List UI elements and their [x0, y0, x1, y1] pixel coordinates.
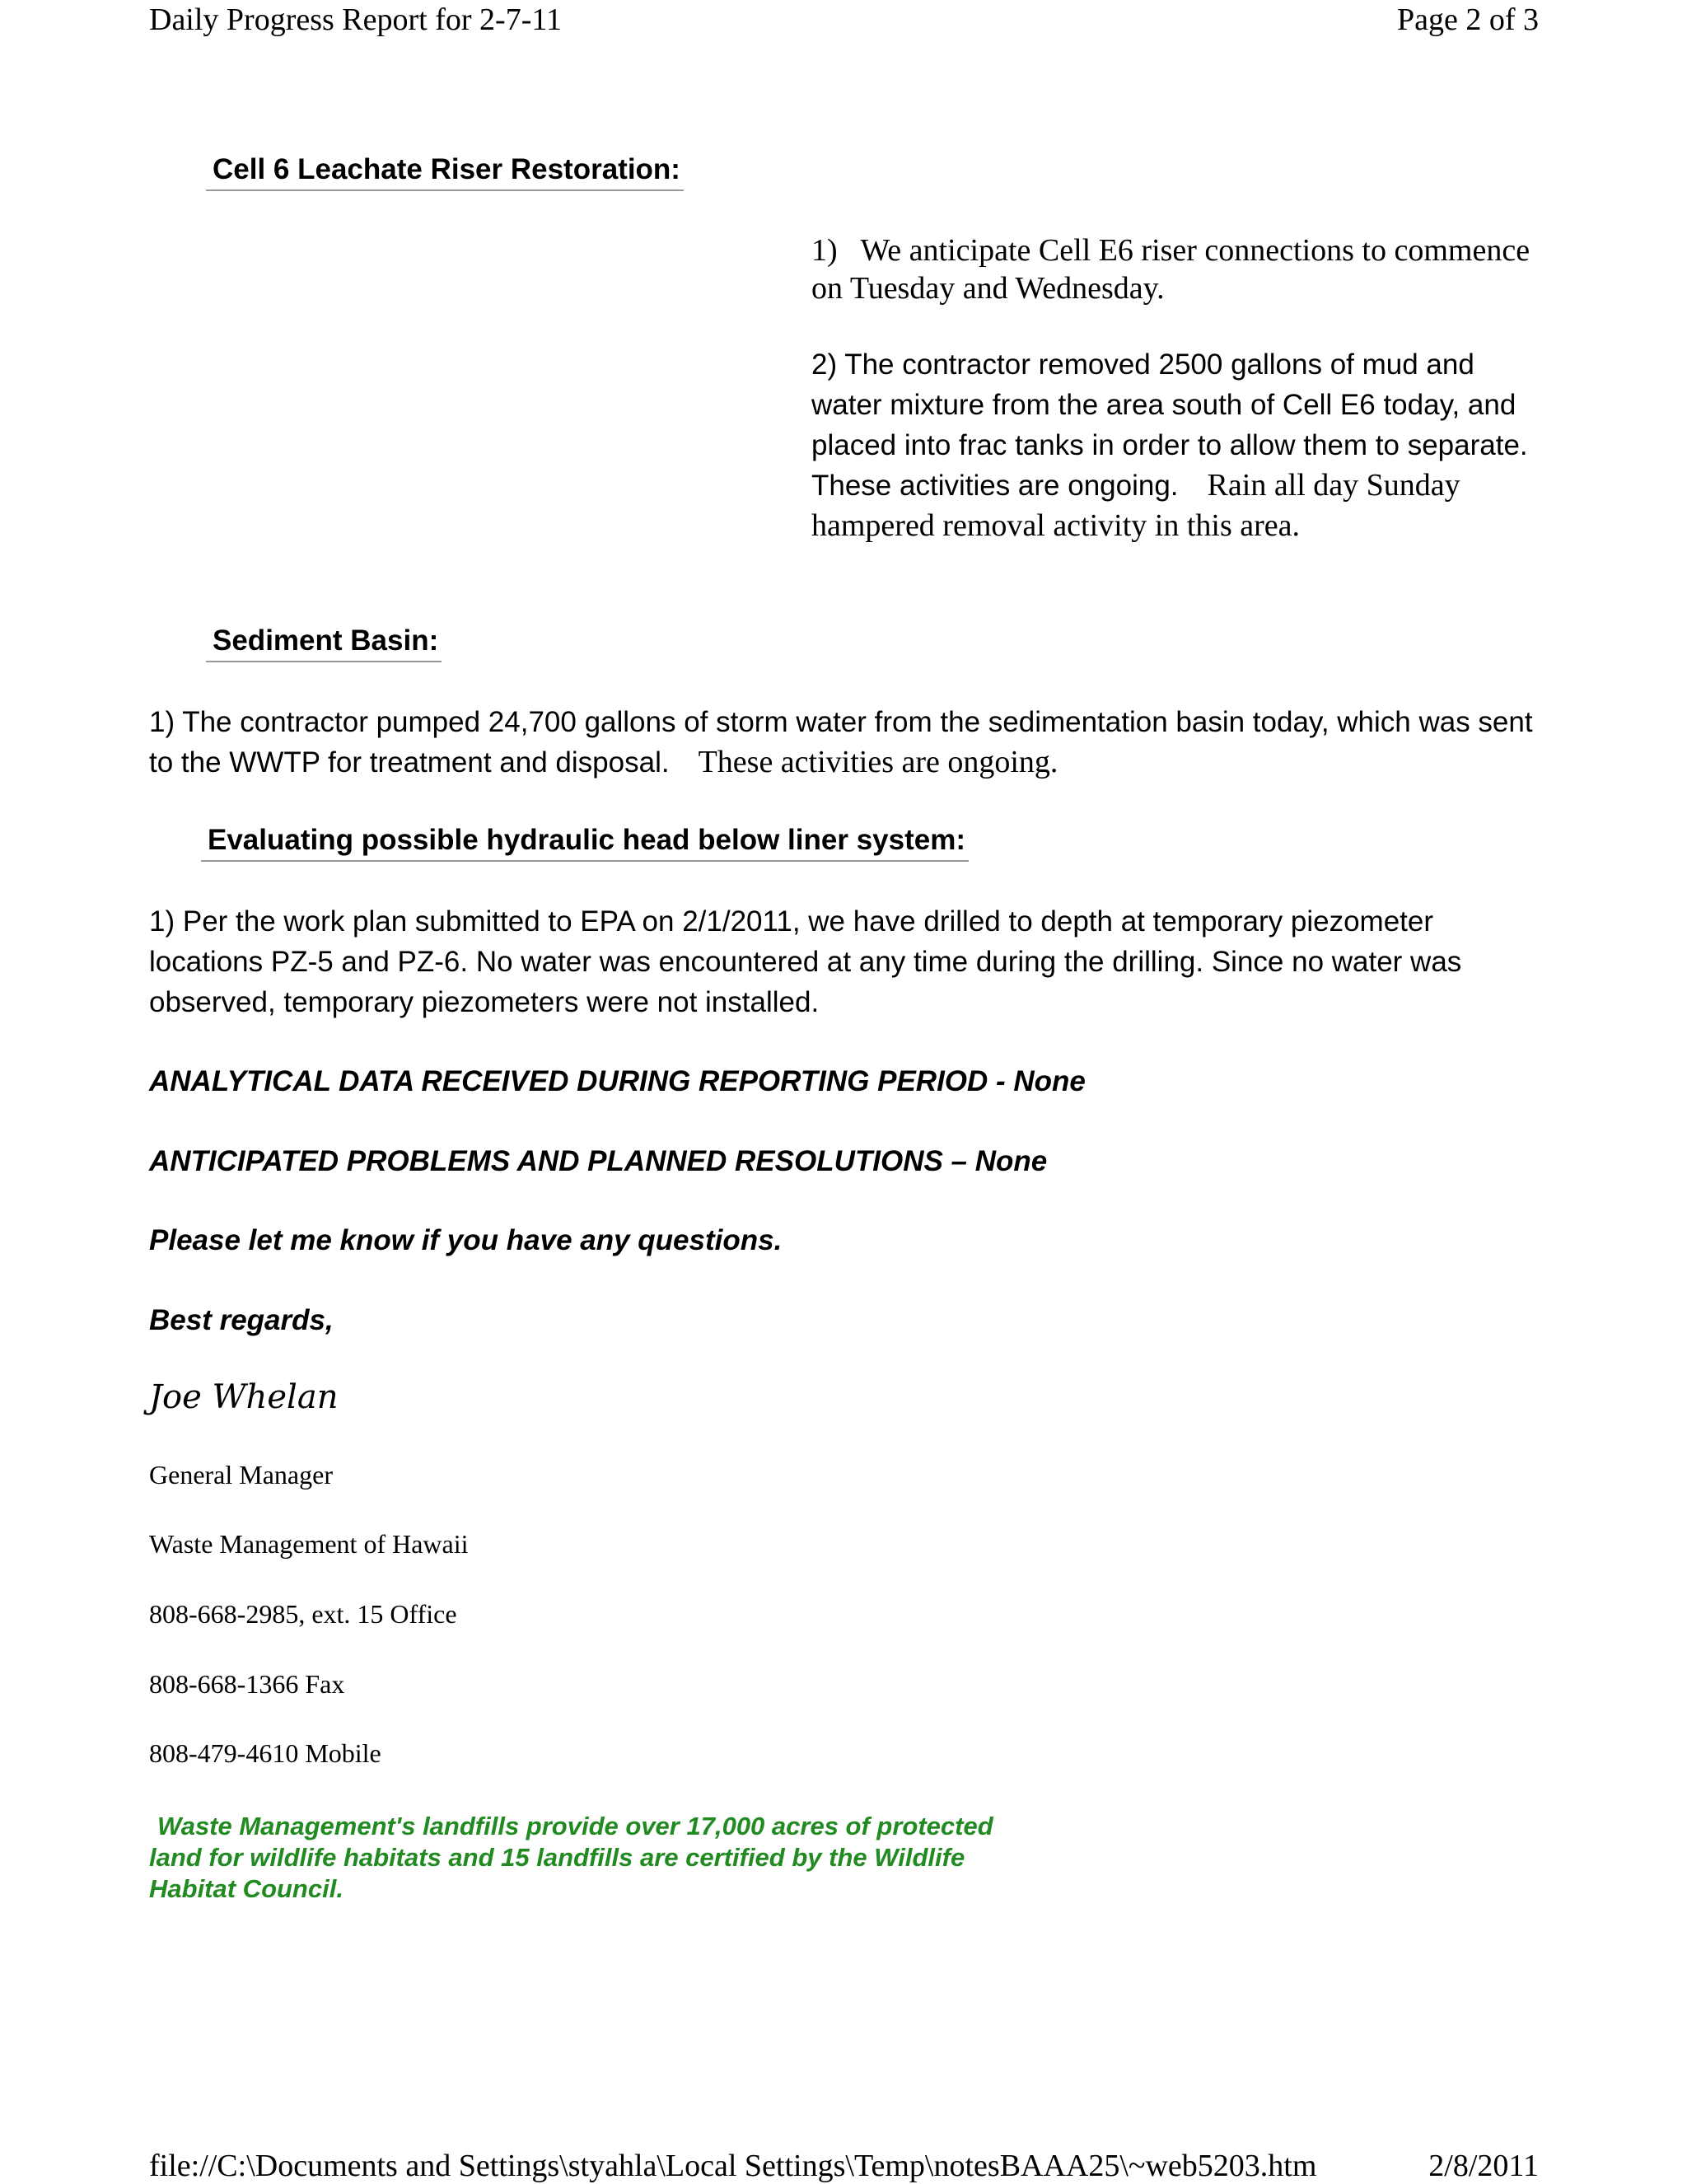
questions-line: Please let me know if you have any questions. — [149, 1224, 783, 1256]
sediment-item-1-note: These activities are ongoing. — [698, 745, 1058, 779]
section-title-hydraulic: Evaluating possible hydraulic head below liner system: — [201, 822, 969, 862]
regards-line: Best regards, — [149, 1304, 334, 1336]
footer-date: 2/8/2011 — [1428, 2149, 1539, 2183]
page-number: Page 2 of 3 — [1396, 2, 1539, 37]
report-title: Daily Progress Report for 2-7-11 — [149, 2, 562, 37]
contact-fax: 808-668-1366 Fax — [149, 1669, 345, 1699]
section-title-sediment: Sediment Basin: — [206, 623, 442, 662]
sediment-item-1 — [149, 702, 1541, 783]
hydraulic-item-1: 1) Per the work plan submitted to EPA on 2/1/2011, we have drilled to depth at temporary piezometer locations PZ-5 and PZ-6. No water was encountered at any time during the drilling. Since no water was observed, temporary piezometers were not installed. — [149, 905, 1462, 1018]
contact-mobile: 808-479-4610 Mobile — [149, 1738, 381, 1768]
signature-name: Joe Whelan — [149, 1378, 339, 1416]
cell6-item-1 — [811, 231, 1536, 307]
footer-file-path: file://C:\Documents and Settings\styahla\Local Settings\Temp\notesBAAA25\~web5203.htm — [149, 2149, 1317, 2183]
cell6-item-1-text: We anticipate Cell E6 riser connections to commence on Tuesday and Wednesday. — [811, 233, 1530, 306]
contact-office-phone: 808-668-2985, ext. 15 Office — [149, 1599, 457, 1629]
cell6-item-1-number: 1) — [811, 233, 838, 268]
contact-company: Waste Management of Hawaii — [149, 1529, 469, 1559]
anticipated-problems-line: ANTICIPATED PROBLEMS AND PLANNED RESOLUTIONS – None — [149, 1145, 1048, 1177]
analytical-data-line: ANALYTICAL DATA RECEIVED DURING REPORTING PERIOD - None — [149, 1065, 1086, 1097]
cell6-item-2-note: Rain all day Sunday hampered removal activity in this area. — [811, 468, 1460, 543]
section-title-cell6: Cell 6 Leachate Riser Restoration: — [206, 152, 684, 191]
contact-role: General Manager — [149, 1460, 333, 1490]
wildlife-tagline: Waste Management's landfills provide over 17,000 acres of protected land for wildlife habitats and 15 landfills are certified by the Wildlife Habitat Council. — [149, 1812, 993, 1903]
sediment-item-1-text: 1) The contractor pumped 24,700 gallons of storm water from the sedimentation basin today, which was sent to the WWTP for treatment and disposal. — [149, 706, 1533, 779]
cell6-item-2 — [811, 344, 1536, 546]
cell6-item-2-text: 2) The contractor removed 2500 gallons of mud and water mixture from the area south of Cell E6 today, and placed into frac tanks in order to allow them to separate. These activities are ongoing. — [811, 348, 1528, 502]
